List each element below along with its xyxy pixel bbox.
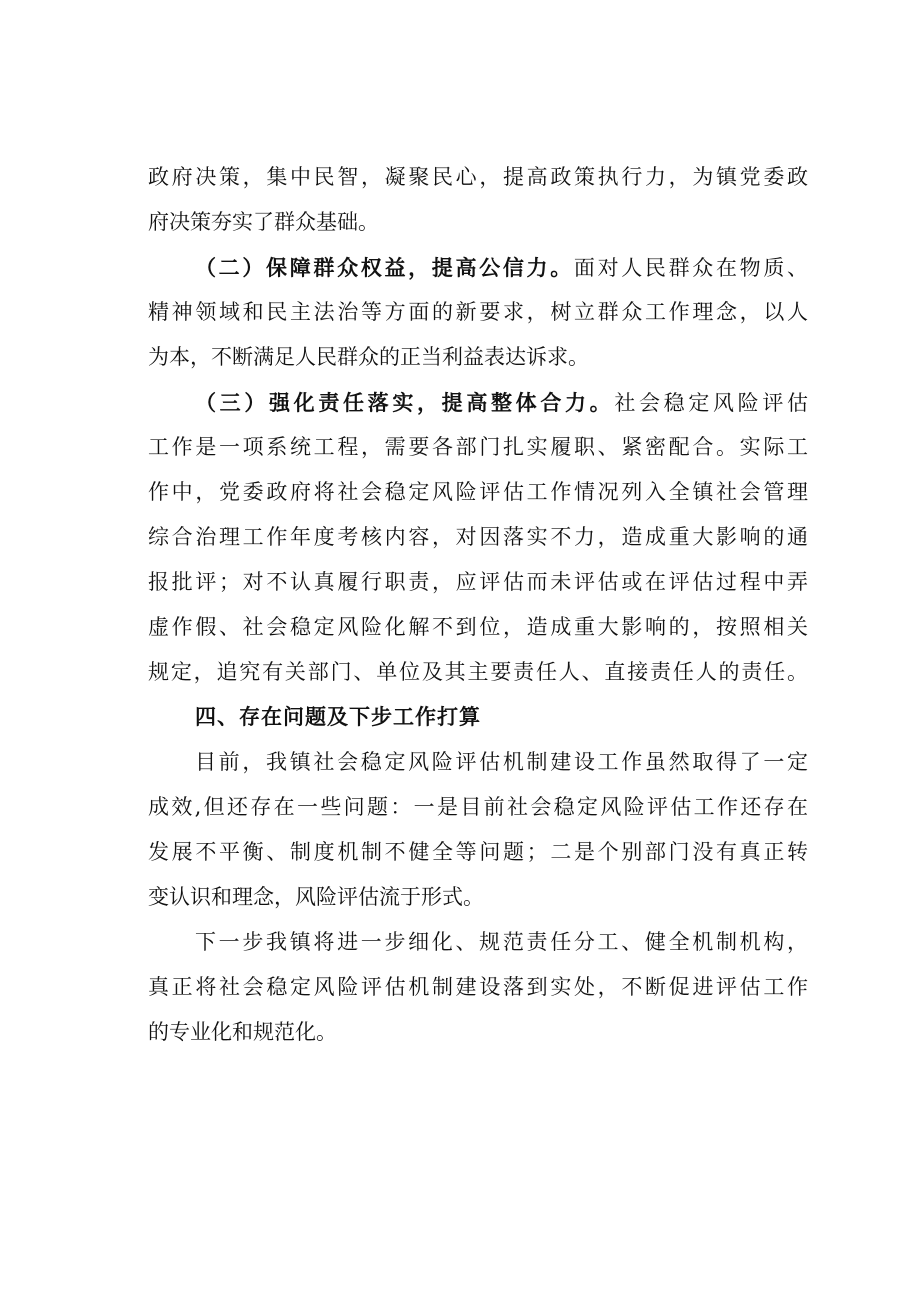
document-body <box>148 155 808 1055</box>
text-line: 精神领域和民主法治等方面的新要求，树立群众工作理念，以人 <box>148 300 808 324</box>
text-line <box>148 380 808 425</box>
text-line: 作中，党委政府将社会稳定风险评估工作情况列入全镇社会管理 <box>148 480 808 504</box>
paragraph-5 <box>148 920 808 1055</box>
text-line: 报批评；对不认真履行职责，应评估而未评估或在评估过程中弄 <box>148 570 808 594</box>
text-line: 为本，不断满足人民群众的正当利益表达诉求。 <box>148 345 589 369</box>
paragraph-3 <box>148 380 808 695</box>
text-line <box>148 245 808 290</box>
text-line: 综合治理工作年度考核内容，对因落实不力，造成重大影响的通 <box>148 525 808 549</box>
paragraph-lead-heading: （二）保障群众权益，提高公信力。 <box>195 255 574 280</box>
text-line: 成效,但还存在一些问题：一是目前社会稳定风险评估工作还存在 <box>148 795 808 819</box>
text-line: 下一步我镇将进一步细化、规范责任分工、健全机制机构， <box>195 930 808 954</box>
text-line: 发展不平衡、制度机制不健全等问题；二是个别部门没有真正转 <box>148 840 808 864</box>
text-line: 虚作假、社会稳定风险化解不到位，造成重大影响的，按照相关 <box>148 615 808 639</box>
text-line: 工作是一项系统工程，需要各部门扎实履职、紧密配合。实际工 <box>148 435 808 459</box>
text-span: 面对人民群众在物质、 <box>573 256 809 280</box>
section-heading-4 <box>148 695 808 740</box>
paragraph-4 <box>148 740 808 920</box>
paragraph-2 <box>148 245 808 380</box>
text-line: 变认识和理念，风险评估流于形式。 <box>148 885 484 909</box>
text-line: 的专业化和规范化。 <box>148 1020 337 1044</box>
paragraph-lead-heading: （三）强化责任落实，提高整体合力。 <box>195 390 615 415</box>
text-line: 规定，追究有关部门、单位及其主要责任人、直接责任人的责任。 <box>148 660 808 684</box>
paragraph-1 <box>148 155 808 245</box>
text-line: 真正将社会稳定风险评估机制建设落到实处，不断促进评估工作 <box>148 975 808 999</box>
text-span: 社会稳定风险评估 <box>614 391 809 415</box>
section-heading: 四、存在问题及下步工作打算 <box>195 705 481 729</box>
text-line: 府决策夯实了群众基础。 <box>148 210 379 234</box>
text-line: 政府决策，集中民智，凝聚民心，提高政策执行力，为镇党委政 <box>148 165 808 189</box>
text-line: 目前，我镇社会稳定风险评估机制建设工作虽然取得了一定 <box>195 750 808 774</box>
